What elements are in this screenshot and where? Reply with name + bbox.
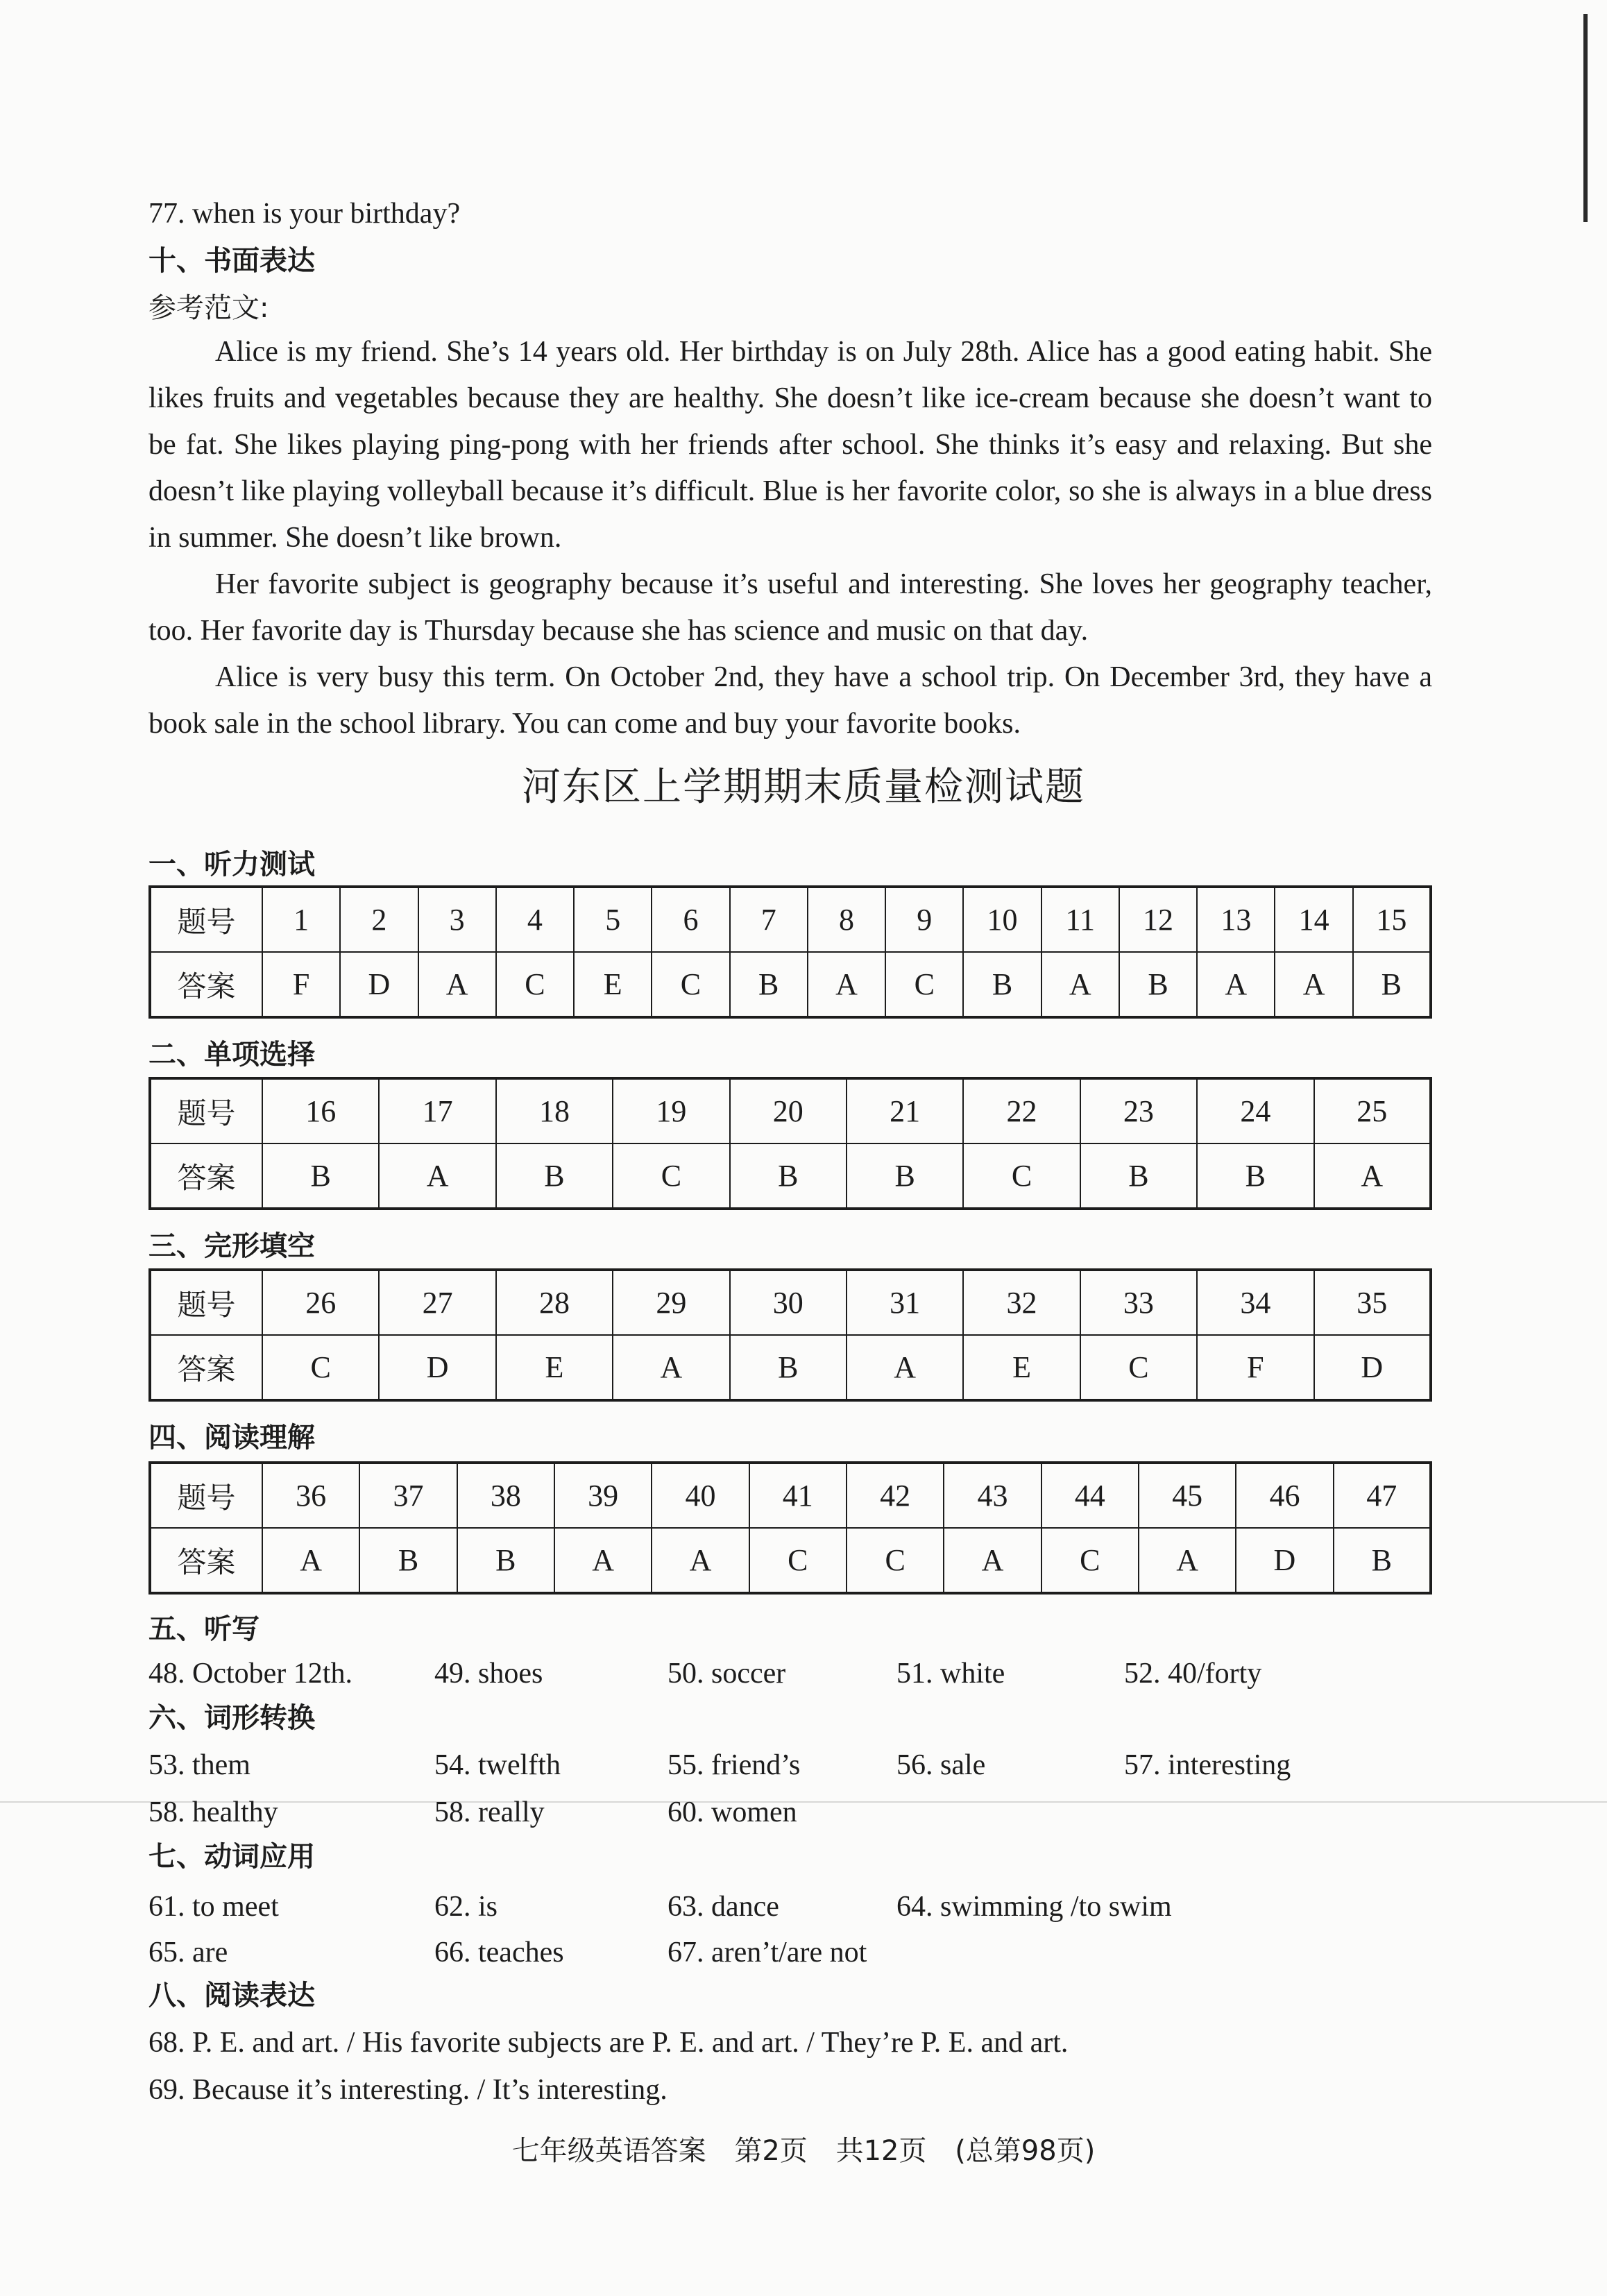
answer-item: 58. really	[434, 1796, 545, 1828]
answer-cell: B	[359, 1528, 457, 1593]
question-number: 6	[652, 887, 729, 952]
question-number: 24	[1197, 1078, 1313, 1143]
question-number: 9	[885, 887, 963, 952]
answer-cell: C	[496, 952, 574, 1017]
answer-cell: A	[808, 952, 885, 1017]
section-4-heading: 四、阅读理解	[148, 1422, 315, 1454]
question-number: 46	[1236, 1463, 1333, 1528]
section-2-table	[148, 1077, 1432, 1210]
footer-page: 第2页	[734, 2135, 808, 2167]
question-number: 41	[749, 1463, 847, 1528]
answer-item: 55. friend’s	[668, 1749, 801, 1781]
question-number: 47	[1334, 1463, 1431, 1528]
answer-cell: A	[652, 1528, 749, 1593]
question-number: 45	[1139, 1463, 1236, 1528]
answer-item: 58. healthy	[148, 1796, 278, 1828]
question-number: 33	[1080, 1270, 1197, 1335]
table-row-numbers	[150, 1463, 1431, 1528]
answer-cell: B	[1353, 952, 1431, 1017]
answer-cell: C	[885, 952, 963, 1017]
section-6-heading: 六、词形转换	[148, 1702, 315, 1734]
answer-cell: B	[1334, 1528, 1431, 1593]
question-number: 20	[730, 1078, 847, 1143]
answer-cell: C	[1080, 1335, 1197, 1400]
answer-cell: A	[847, 1335, 963, 1400]
answer-cell: B	[730, 1335, 847, 1400]
question-number: 37	[359, 1463, 457, 1528]
answer-label: 答案	[150, 1143, 262, 1209]
answer-cell: A	[262, 1528, 359, 1593]
answer-item: 66. teaches	[434, 1937, 564, 1968]
section-5-heading: 五、听写	[148, 1613, 260, 1645]
question-number: 39	[554, 1463, 652, 1528]
question-number: 43	[944, 1463, 1041, 1528]
essay-paragraph-3: Alice is very busy this term. On October 2nd, they have a school trip. On December 3rd, they have a book sale in the school library. You can come and buy your favorite books.	[148, 661, 1432, 740]
question-number: 21	[847, 1078, 963, 1143]
question-number: 25	[1314, 1078, 1431, 1143]
answer-cell: C	[749, 1528, 847, 1593]
answer-cell: A	[944, 1528, 1041, 1593]
question-number: 26	[262, 1270, 379, 1335]
section-3-table	[148, 1268, 1432, 1402]
table-row-answers	[150, 1335, 1431, 1400]
answer-cell: B	[730, 952, 808, 1017]
answer-69: 69. Because it’s interesting. / It’s interesting.	[148, 2074, 668, 2106]
answer-cell: D	[340, 952, 418, 1017]
section-8-heading: 八、阅读表达	[148, 1980, 315, 2012]
answer-cell: A	[554, 1528, 652, 1593]
question-number: 32	[963, 1270, 1080, 1335]
question-number: 30	[730, 1270, 847, 1335]
question-number: 31	[847, 1270, 963, 1335]
answer-item: 48. October 12th.	[148, 1658, 352, 1690]
answer-cell: A	[1041, 952, 1119, 1017]
section-6-row-2	[148, 1792, 1467, 1833]
answer-cell: B	[963, 952, 1041, 1017]
answer-cell: A	[1275, 952, 1352, 1017]
question-number: 18	[496, 1078, 613, 1143]
answer-cell: E	[496, 1335, 613, 1400]
answer-cell: A	[1197, 952, 1275, 1017]
answer-label: 答案	[150, 952, 262, 1017]
section-3-heading: 三、完形填空	[148, 1230, 315, 1262]
section-7-row-1	[148, 1886, 1467, 1928]
table-row-answers	[150, 1528, 1431, 1593]
answer-cell: D	[1236, 1528, 1333, 1593]
section-6-row-1	[148, 1744, 1467, 1786]
question-number: 35	[1314, 1270, 1431, 1335]
page-footer	[0, 2132, 1607, 2170]
question-number: 13	[1197, 887, 1275, 952]
question-number: 3	[418, 887, 496, 952]
question-number: 42	[847, 1463, 944, 1528]
answer-label: 答案	[150, 1528, 262, 1593]
number-label: 题号	[150, 1463, 262, 1528]
answer-cell: A	[379, 1143, 495, 1209]
number-label: 题号	[150, 1270, 262, 1335]
question-number: 19	[613, 1078, 729, 1143]
question-number: 23	[1080, 1078, 1197, 1143]
question-number: 7	[730, 887, 808, 952]
table-row-numbers	[150, 1078, 1431, 1143]
question-number: 1	[262, 887, 340, 952]
answer-cell: D	[1314, 1335, 1431, 1400]
answer-cell: C	[652, 952, 729, 1017]
answer-77: 77. when is your birthday?	[148, 198, 461, 230]
question-number: 5	[574, 887, 652, 952]
question-number: 2	[340, 887, 418, 952]
footer-overall: (总第98页)	[955, 2135, 1096, 2167]
table-row-numbers	[150, 1270, 1431, 1335]
answer-cell: E	[574, 952, 652, 1017]
sample-essay-label: 参考范文:	[148, 292, 269, 324]
answer-item: 53. them	[148, 1749, 250, 1781]
question-number: 40	[652, 1463, 749, 1528]
answer-label: 答案	[150, 1335, 262, 1400]
question-number: 15	[1353, 887, 1431, 952]
question-number: 10	[963, 887, 1041, 952]
answer-cell: B	[496, 1143, 613, 1209]
answer-item: 62. is	[434, 1891, 498, 1923]
answer-cell: C	[613, 1143, 729, 1209]
answer-item: 51. white	[896, 1658, 1005, 1690]
section-5-answers	[148, 1653, 1467, 1694]
answer-item: 50. soccer	[668, 1658, 786, 1690]
question-number: 38	[457, 1463, 554, 1528]
section-2-heading: 二、单项选择	[148, 1039, 315, 1071]
answer-item: 67. aren’t/are not	[668, 1937, 867, 1968]
answer-cell: B	[1119, 952, 1197, 1017]
number-label: 题号	[150, 887, 262, 952]
question-number: 44	[1041, 1463, 1139, 1528]
number-label: 题号	[150, 1078, 262, 1143]
answer-item: 61. to meet	[148, 1891, 279, 1923]
answer-cell: A	[418, 952, 496, 1017]
question-number: 36	[262, 1463, 359, 1528]
question-number: 27	[379, 1270, 495, 1335]
section-4-table	[148, 1461, 1432, 1595]
answer-cell: A	[1314, 1143, 1431, 1209]
scan-edge-line	[1583, 14, 1588, 222]
footer-total: 共12页	[835, 2135, 927, 2167]
answer-item: 60. women	[668, 1796, 797, 1828]
sample-essay	[148, 329, 1432, 747]
exam-title: 河东区上学期期末质量检测试题	[522, 765, 1085, 810]
table-row-numbers	[150, 887, 1431, 952]
question-number: 17	[379, 1078, 495, 1143]
question-number: 14	[1275, 887, 1352, 952]
answer-cell: F	[1197, 1335, 1313, 1400]
question-number: 22	[963, 1078, 1080, 1143]
question-number: 34	[1197, 1270, 1313, 1335]
answer-cell: E	[963, 1335, 1080, 1400]
section-7-heading: 七、动词应用	[148, 1841, 315, 1873]
answer-cell: A	[1139, 1528, 1236, 1593]
section-1-table	[148, 885, 1432, 1019]
answer-item: 49. shoes	[434, 1658, 543, 1690]
answer-cell: B	[1080, 1143, 1197, 1209]
question-number: 8	[808, 887, 885, 952]
answer-cell: B	[1197, 1143, 1313, 1209]
answer-item: 57. interesting	[1124, 1749, 1291, 1781]
answer-cell: C	[847, 1528, 944, 1593]
answer-68: 68. P. E. and art. / His favorite subjects are P. E. and art. / They’re P. E. and art.	[148, 2027, 1069, 2059]
table-row-answers	[150, 1143, 1431, 1209]
answer-cell: F	[262, 952, 340, 1017]
question-number: 12	[1119, 887, 1197, 952]
answer-cell: B	[457, 1528, 554, 1593]
answer-cell: B	[730, 1143, 847, 1209]
section-7-row-2	[148, 1932, 1467, 1973]
answer-cell: A	[613, 1335, 729, 1400]
table-row-answers	[150, 952, 1431, 1017]
answer-item: 65. are	[148, 1937, 228, 1968]
answer-cell: D	[379, 1335, 495, 1400]
answer-cell: C	[1041, 1528, 1139, 1593]
footer-book: 七年级英语答案	[511, 2135, 706, 2167]
answer-cell: B	[847, 1143, 963, 1209]
answer-item: 56. sale	[896, 1749, 986, 1781]
question-number: 11	[1041, 887, 1119, 952]
question-number: 16	[262, 1078, 379, 1143]
question-number: 28	[496, 1270, 613, 1335]
answer-item: 64. swimming /to swim	[896, 1891, 1172, 1923]
answer-item: 52. 40/forty	[1124, 1658, 1262, 1690]
answer-cell: C	[262, 1335, 379, 1400]
question-number: 29	[613, 1270, 729, 1335]
answer-item: 54. twelfth	[434, 1749, 561, 1781]
question-number: 4	[496, 887, 574, 952]
essay-paragraph-2: Her favorite subject is geography because it’s useful and interesting. She loves her geography teacher, too. Her favorite day is Thursday because she has science and music on that day.	[148, 568, 1432, 647]
answer-cell: B	[262, 1143, 379, 1209]
section-10-heading: 十、书面表达	[148, 245, 315, 277]
section-1-heading: 一、听力测试	[148, 849, 315, 881]
answer-item: 63. dance	[668, 1891, 779, 1923]
answer-cell: C	[963, 1143, 1080, 1209]
essay-paragraph-1: Alice is my friend. She’s 14 years old. Her birthday is on July 28th. Alice has a good eating habit. She likes fruits and vegetables because they are healthy. She doesn’t like ice-cream because she doesn’t want to be fat. She likes playing ping-pong with her friends after school. She thinks it’s easy and relaxing. But she doesn’t like playing volleyball because it’s difficult. Blue is her favorite color, so she is always in a blue dress in summer. She doesn’t like brown.	[148, 336, 1432, 554]
